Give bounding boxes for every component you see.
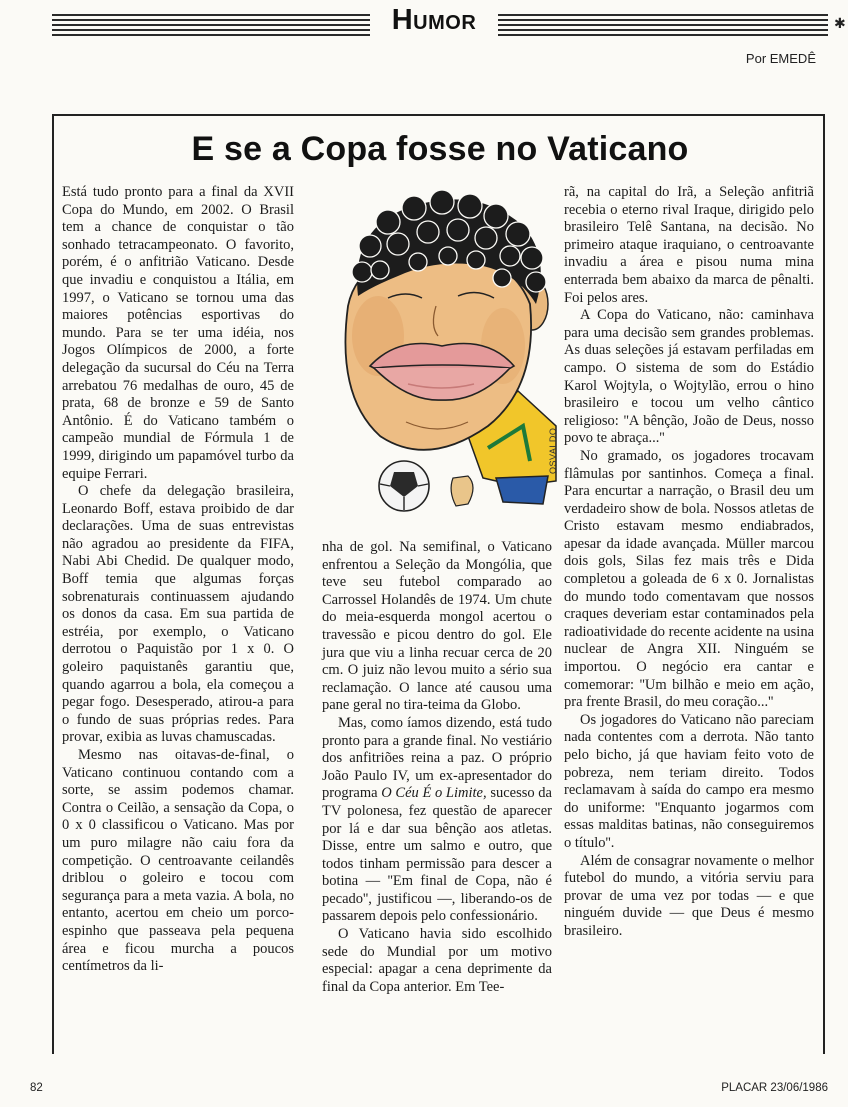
paragraph: rã, na capital do Irã, a Seleção anfitriã recebia o eterno rival Iraque, dirigido pelo brasileiro Telê Santana, na decisão. No primeiro ataque iraquiano, o centroavante invadiu a área e pisou numa mina enterrada bem abaixo da marca de pênalti. Foi pelos ares.: [564, 184, 814, 306]
paragraph: Está tudo pronto para a final da XVII Copa do Mundo, em 2002. O Brasil tem a chance de conquistar o tão sonhado tetracampeonato. O favorito, porém, é o anfitrião Vaticano. Desde que invadiu e conquistou a Itália, em 1997, o Vaticano se tornou uma das maiores potências esportivas do mundo. Para se ter uma idéia, nos Jogos Olímpicos de 2000, a forte delegação da sucursal do Céu na Terra arrebatou 76 medalhas de ouro, 45 de prata, 68 de bronze e 59 de Santo Antônio. É do Vaticano também o campeão mundial de Fórmula 1 de 1999, dirigindo um papamóvel turbo da equipe Ferrari.: [62, 184, 294, 482]
paragraph: Os jogadores do Vaticano não pareciam nada contentes com a derrota. Não tanto pelo bicho, já que haviam feito voto de pobreza, nem teriam direito. Todos reclamavam à saída do campo era mesmo do uniforme: ''Enquanto jogarmos com essas malditas batinas, não conseguiremos o título''.: [564, 711, 814, 851]
paragraph: O chefe da delegação brasileira, Leonardo Boff, estava proibido de dar declarações. Uma de suas entrevistas não agradou ao presidente da FIFA, Nabi Abi Chedid. De qualquer modo, Boff temia que algumas forças sobrenaturais continuassem ajudando os donos da casa. Em sua partida de estréia, por exemplo, o Vaticano derrotou o Paquistão por 1 x 0. O goleiro paquistanês garantiu que, quando agarrou a bola, ela começou a pegar fogo. Desesperado, atirou-a para o fundo de suas próprias redes. Para provar, exibia as luvas chamuscadas.: [62, 483, 294, 746]
page-number: 82: [30, 1082, 43, 1094]
byline: Por EMEDÊ: [745, 51, 816, 66]
paragraph: A Copa do Vaticano, não: caminhava para uma decisão sem grandes problemas. As duas seleções já estavam perfiladas em campo. O sistema de som do Estádio Karol Wojtyla, o Wojtylão, errou o hino brasileiro e tocou um velho cântico religioso: ''A bênção, João de Deus, nosso povo te abraça...'': [564, 307, 814, 447]
tv-program-title: O Céu É o Limite,: [381, 785, 487, 802]
paragraph: Mesmo nas oitavas-de-final, o Vaticano continuou contando com a sorte, se assim podemos chamar. Contra o Ceilão, a sensação da Copa, o 0 x 0 classificou o Vaticano. Mas por um puro milagre não caiu fora da competição. O centroavante ceilandês driblou o goleiro e tocou com segurança para a meta vazia. A bola, no entanto, acertou em cheio um porco-espinho que passeava pela pequena área e ficou murcha a poucos centímetros da li-: [62, 747, 294, 975]
publication-source: PLACAR 23/06/1986: [721, 1082, 828, 1094]
caricature-illustration: [318, 186, 558, 526]
paragraph: Além de consagrar novamente o melhor futebol do mundo, a vitória serviu para provar de uma vez por todas — e que ninguém duvide — que Deus é mesmo brasileiro.: [564, 852, 814, 939]
illustration-signature: OSVALDO: [548, 427, 558, 474]
section-rule-left: [52, 8, 370, 38]
paragraph: No gramado, os jogadores trocavam flâmulas por santinhos. Começa a final. Para encurtar a narração, o Brasil deu um verdadeiro show de bola. Nossos atletas de Cristo estavam mesmo endiabrados, apesar da idade avançada. Müller marcou dois gols, Silas fez mais três e Dida completou a goleada de 6 x 0. Jornalistas do mundo todo comentavam que nossos craques deveriam estar contaminados pela radioatividade do recente acidente na usina nuclear de Angra XII. Ninguém se importou. O negócio era cantar e comemorar: ''Um bilhão e meio em ação, pra frente Brasil, do meu coração...'': [564, 447, 815, 711]
article-column-2: [322, 539, 552, 996]
section-rule-right: [498, 8, 828, 38]
paragraph: nha de gol. Na semifinal, o Vaticano enfrentou a Seleção da Mongólia, que teve seu futebol comparado ao Carrossel Holandês de 1974. Um chute do meia-esquerda mongol acertou o travessão e picou dentro do gol. Ele jura que viu a linha recuar cerca de 20 cm. O juiz não levou muito a sério sua reclamação. O lance até causou uma pane geral no tira-teima da Globo.: [322, 539, 552, 714]
paragraph-text: Mas, como íamos dizendo, está tudo pronto para a grande final. No vestiário dos anfitriões reina a paz. O próprio João Paulo IV, um ex-apresentador do programa: [322, 714, 552, 802]
paragraph: O Vaticano havia sido escolhido sede do Mundial por um motivo especial: apagar a cena deprimente da final da Copa anterior. Em Tee-: [322, 926, 552, 995]
paragraph: [322, 715, 552, 926]
section-title: Humor: [391, 4, 477, 36]
article-headline: E se a Copa fosse no Vaticano: [191, 130, 689, 168]
article-column-3: [564, 184, 814, 941]
edge-mark: ✱: [834, 17, 846, 32]
paragraph-text: sucesso da TV polonesa, fez questão de aparecer por lá e dar sua bênção aos atletas. Disse, entre um salmo e outro, que todos tinham permissão para descer a botina — ''Em final de Copa, não é pecado'', justificou —, liberando-os de passarem depois pelo confessionário.: [322, 785, 552, 925]
article-column-1: [62, 184, 294, 976]
